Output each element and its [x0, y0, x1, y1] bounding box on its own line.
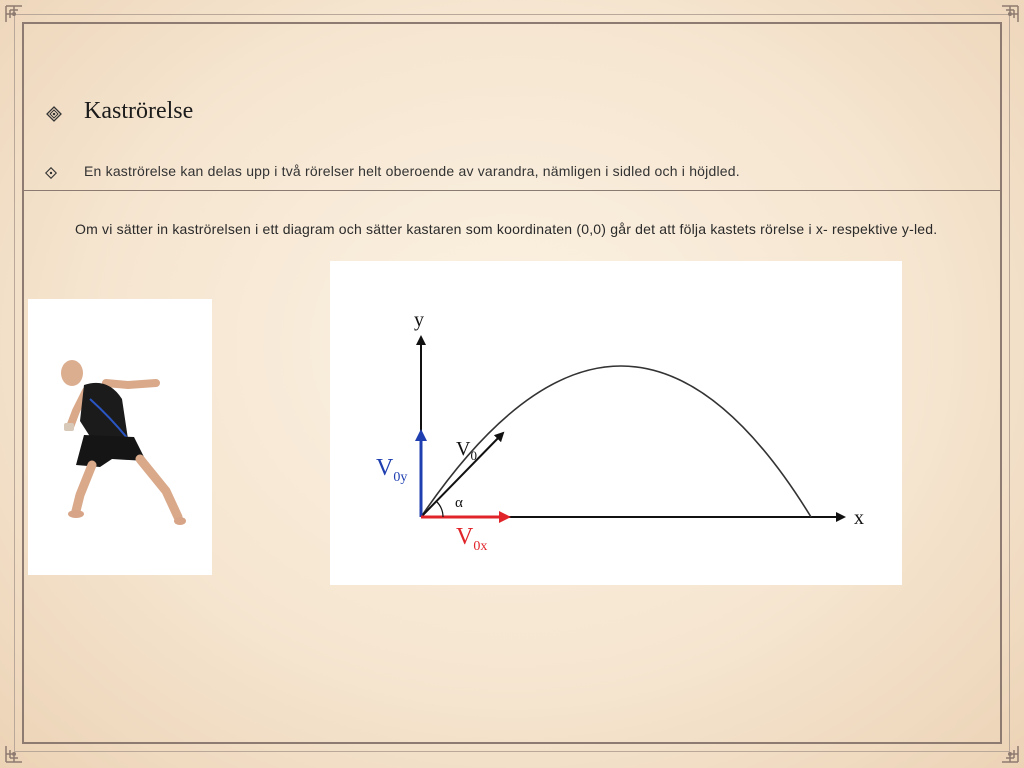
bullet-text: En kaströrelse kan delas upp i två rörelser helt oberoende av varandra, nämligen i sidled och i höjdled. — [84, 163, 740, 179]
corner-ornament-icon — [990, 734, 1020, 764]
corner-ornament-icon — [4, 4, 34, 34]
body-paragraph: Om vi sätter in kaströrelsen i ett diagram och sätter kastaren som koordinaten (0,0) går det att följa kastets rörelse i x- respektive y-led. — [75, 221, 938, 237]
ornamental-diamond-icon — [46, 106, 62, 127]
v0-label: $V_0$ — [456, 438, 477, 463]
x-axis-label: x — [854, 507, 864, 529]
thrower-photo — [28, 299, 212, 575]
projectile-diagram — [330, 261, 902, 585]
v0y-label: $V_{0y}$ — [376, 455, 408, 485]
trajectory-curve — [421, 366, 811, 517]
angle-arc — [436, 501, 443, 517]
alpha-label: α — [455, 495, 463, 511]
corner-ornament-icon — [990, 4, 1020, 34]
y-axis-label: y — [414, 309, 424, 331]
slide-title: Kaströrelse — [84, 98, 194, 124]
corner-ornament-icon — [4, 734, 34, 764]
ornamental-diamond-icon — [45, 166, 57, 184]
divider — [24, 190, 1000, 191]
v0x-label: $V_{0x}$ — [456, 524, 488, 554]
